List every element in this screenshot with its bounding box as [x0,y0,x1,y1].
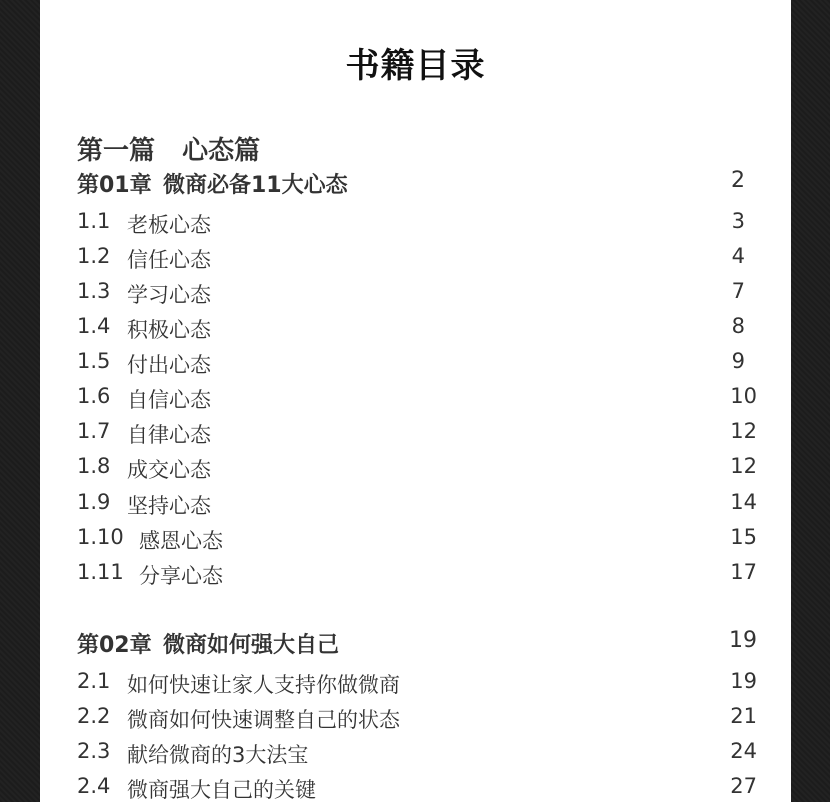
toc-section[interactable] [77,490,757,522]
section-title: 微商强大自己的关键 [127,778,316,802]
document-page [40,0,791,802]
toc-section[interactable] [77,209,757,241]
section-number: 2.1 [77,669,111,693]
section-page: 14 [730,490,757,514]
section-page: 24 [730,739,757,763]
section-number: 1.3 [77,279,111,303]
section-number: 1.1 [77,209,111,233]
section-page: 21 [730,704,757,728]
chapter-page: 19 [729,628,757,653]
section-title: 老板心态 [127,213,211,237]
toc-section[interactable] [77,314,757,346]
section-title: 自律心态 [127,423,211,447]
section-number: 1.6 [77,384,111,408]
toc-chapter[interactable] [77,168,757,200]
section-number: 1.10 [77,525,124,549]
section-title: 分享心态 [139,564,223,588]
section-title: 献给微商的3大法宝 [127,743,309,767]
part-heading [77,130,260,167]
section-title: 如何快速让家人支持你做微商 [127,673,400,697]
section-title: 自信心态 [127,388,211,412]
section-page: 15 [730,525,757,549]
section-page: 7 [731,279,745,303]
section-number: 2.3 [77,739,111,763]
page-title: 书籍目录 [345,46,486,86]
section-title: 信任心态 [127,248,211,272]
section-number: 1.2 [77,244,111,268]
section-title: 付出心态 [127,353,211,377]
chapter-page: 2 [731,168,745,193]
section-number: 2.4 [77,774,111,798]
section-page: 17 [730,560,757,584]
part-label: 第一篇 [77,136,156,166]
chapter-title: 微商如何强大自己 [163,633,340,658]
section-title: 微商如何快速调整自己的状态 [127,708,400,732]
toc-section[interactable] [77,244,757,276]
background-right [791,0,830,802]
section-title: 积极心态 [127,318,211,342]
section-number: 1.8 [77,454,111,478]
toc-section[interactable] [77,525,757,557]
toc-section[interactable] [77,560,757,592]
toc-section[interactable] [77,384,757,416]
chapter-label: 第02章 [77,633,152,658]
section-page: 9 [731,349,745,373]
section-title: 成交心态 [127,458,211,482]
section-page: 12 [730,419,757,443]
section-page: 12 [730,454,757,478]
toc-section[interactable] [77,419,757,451]
toc-section[interactable] [77,669,757,701]
section-title: 感恩心态 [139,529,223,553]
section-number: 1.7 [77,419,111,443]
toc-section[interactable] [77,349,757,381]
section-title: 坚持心态 [127,494,211,518]
toc-chapter[interactable] [77,628,757,660]
background-left [0,0,40,802]
section-number: 1.9 [77,490,111,514]
section-number: 1.4 [77,314,111,338]
toc-section[interactable] [77,774,757,802]
toc-section[interactable] [77,704,757,736]
section-page: 19 [730,669,757,693]
section-page: 10 [730,384,757,408]
chapter-label: 第01章 [77,173,152,198]
section-number: 1.11 [77,560,124,584]
toc-section[interactable] [77,454,757,486]
section-number: 1.5 [77,349,111,373]
section-number: 2.2 [77,704,111,728]
section-title: 学习心态 [127,283,211,307]
toc-section[interactable] [77,739,757,771]
toc-section[interactable] [77,279,757,311]
section-page: 27 [730,774,757,798]
section-page: 4 [731,244,745,268]
chapter-title: 微商必备11大心态 [163,173,348,198]
part-name: 心态篇 [182,136,261,166]
section-page: 3 [731,209,745,233]
section-page: 8 [731,314,745,338]
